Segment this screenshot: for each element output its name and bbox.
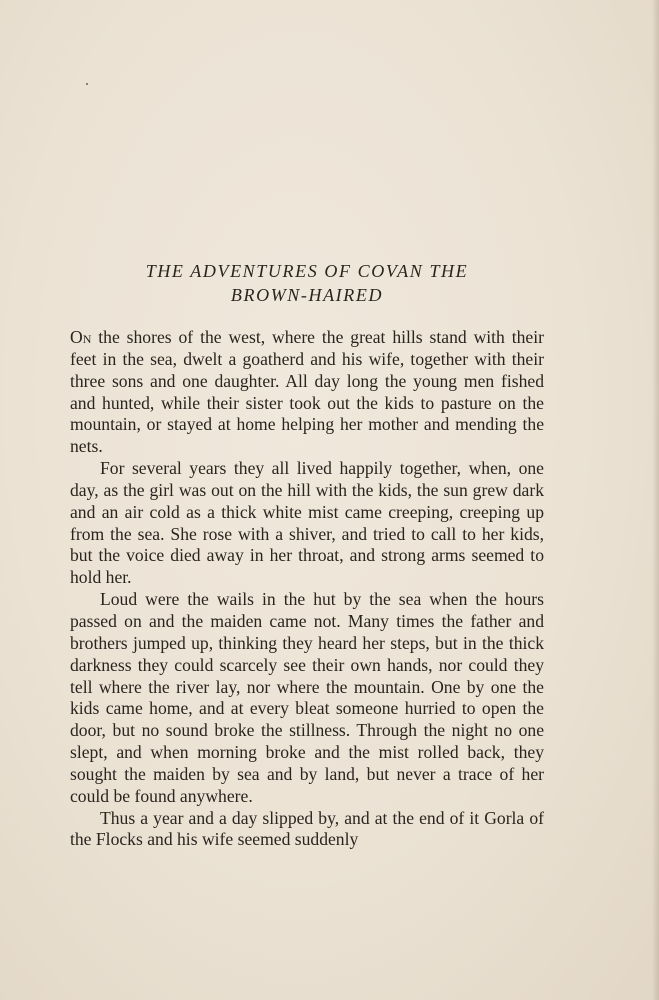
paragraph-4: Thus a year and a day slipped by, and at the end of it Gorla of the Flocks and his wife seemed suddenly (70, 807, 544, 850)
opening-word: On (70, 327, 92, 347)
chapter-title-line-1: THE ADVENTURES OF COVAN THE (145, 261, 469, 281)
chapter-title-line-2: BROWN-HAIRED (230, 285, 384, 305)
paper-speck (86, 83, 88, 85)
paragraph-1 (70, 327, 544, 458)
paragraph-3: Loud were the wails in the hut by the sea when the hours passed on and the maiden came not. Many times the father and brothers jumped up, thinking they heard her steps, but in the thick darkness they could scarcely see their own hands, nor could they tell where the river lay, nor where the mountain. One by one the kids came home, and at every bleat someone hurried to open the door, but no sound broke the stillness. Through the night no one slept, and when morning broke and the mist rolled back, they sought the maiden by sea and by land, but never a trace of her could be found anywhere. (70, 589, 544, 806)
paragraph-2: For several years they all lived happily together, when, one day, as the girl was out on the hill with the kids, the sun grew dark and an air cold as a thick white mist came creeping, creeping up from the sea. She rose with a shiver, and tried to call to her kids, but the voice died away in her throat, and strong arms seemed to hold her. (70, 458, 544, 588)
page-edge-shadow (652, 0, 659, 1000)
chapter-body (70, 327, 544, 851)
paragraph-1-text: the shores of the west, where the great hills stand with their feet in the sea, dwelt a goatherd and his wife, together with their three sons and one daughter. All day long the young men fished and hunted, while their sister took out the kids to pasture on the mountain, or stayed at home helping her mother and mending the nets. (70, 327, 544, 457)
